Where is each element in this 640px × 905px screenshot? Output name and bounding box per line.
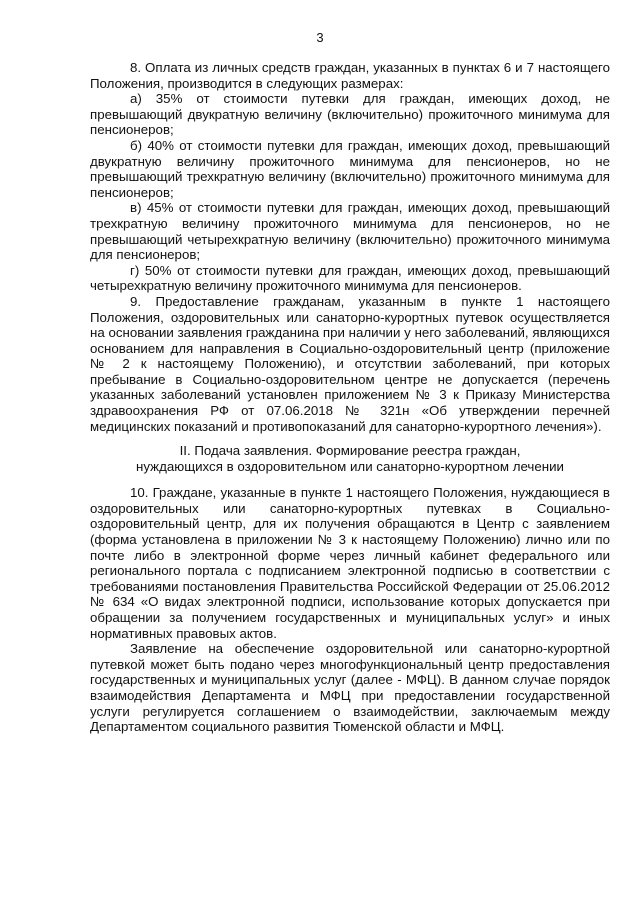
- page-number: 3: [316, 30, 324, 45]
- section-heading: [90, 443, 610, 475]
- paragraph-8a: а) 35% от стоимости путевки для граждан, имеющих доход, не превышающий двукратную величину (включительно) прожиточного минимума для пенсионеров;: [90, 91, 610, 138]
- paragraph-mfc: Заявление на обеспечение оздоровительной или санаторно-курортной путевкой может быть подано через многофункциональный центр предоставления государственных и муниципальных услуг (далее - МФЦ). В данном случае порядок взаимодействия Департамента и МФЦ при предоставлении государственной услуги регулируется соглашением о взаимодействии, заключаемым между Департаментом социального развития Тюменской области и МФЦ.: [90, 641, 610, 735]
- paragraph-8: 8. Оплата из личных средств граждан, указанных в пунктах 6 и 7 настоящего Положения, производится в следующих размерах:: [90, 60, 610, 91]
- paragraph-9: 9. Предоставление гражданам, указанным в пункте 1 настоящего Положения, оздоровительных или санаторно-курортных путевок осуществляется на основании заявления гражданина при наличии у него заболеваний, являющихся основанием для направления в Социально-оздоровительный центр (приложение № 2 к настоящему Положению), и отсутствии заболеваний, при которых пребывание в Социально-оздоровительном центре не допускается (перечень указанных заболеваний установлен приложением № 3 к Приказу Министерства здравоохранения РФ от 07.06.2018 № 321н «Об утверждении перечней медицинских показаний и противопоказаний для санаторно-курортного лечения»).: [90, 293, 610, 434]
- section-heading-line-2: нуждающихся в оздоровительном или санаторно-курортном лечении: [136, 459, 564, 475]
- section-heading-line-1: II. Подача заявления. Формирование реестра граждан,: [179, 443, 521, 459]
- paragraph-10: 10. Граждане, указанные в пункте 1 настоящего Положения, нуждающиеся в оздоровительных или санаторно-курортных путевках в Социально-оздоровительный центр, для их получения обращаются в Центр с заявлением (форма установлена в приложении № 3 к настоящему Положению) лично или по почте либо в электронной форме через личный кабинет федерального или регионального портала с подписанием электронной подписью в соответствии с требованиями постановления Правительства Российской Федерации от 25.06.2012 № 634 «О видах электронной подписи, использование которых допускается при обращении за получением государственных и муниципальных услуг» и иных нормативных правовых актов.: [90, 485, 610, 641]
- paragraph-8c: в) 45% от стоимости путевки для граждан, имеющих доход, превышающий трехкратную величину прожиточного минимума для пенсионеров, но не превышающий четырехкратную величину (включительно) прожиточного минимума для пенсионеров;: [90, 200, 610, 263]
- paragraph-8b: б) 40% от стоимости путевки для граждан, имеющих доход, превышающий двукратную величину прожиточного минимума для пенсионеров, но не превышающий трехкратную величину (включительно) прожиточного минимума для пенсионеров;: [90, 137, 610, 200]
- paragraph-8d: г) 50% от стоимости путевки для граждан, имеющих доход, превышающий четырехкратную величину прожиточного минимума для пенсионеров.: [90, 262, 610, 294]
- document-body: [90, 60, 610, 735]
